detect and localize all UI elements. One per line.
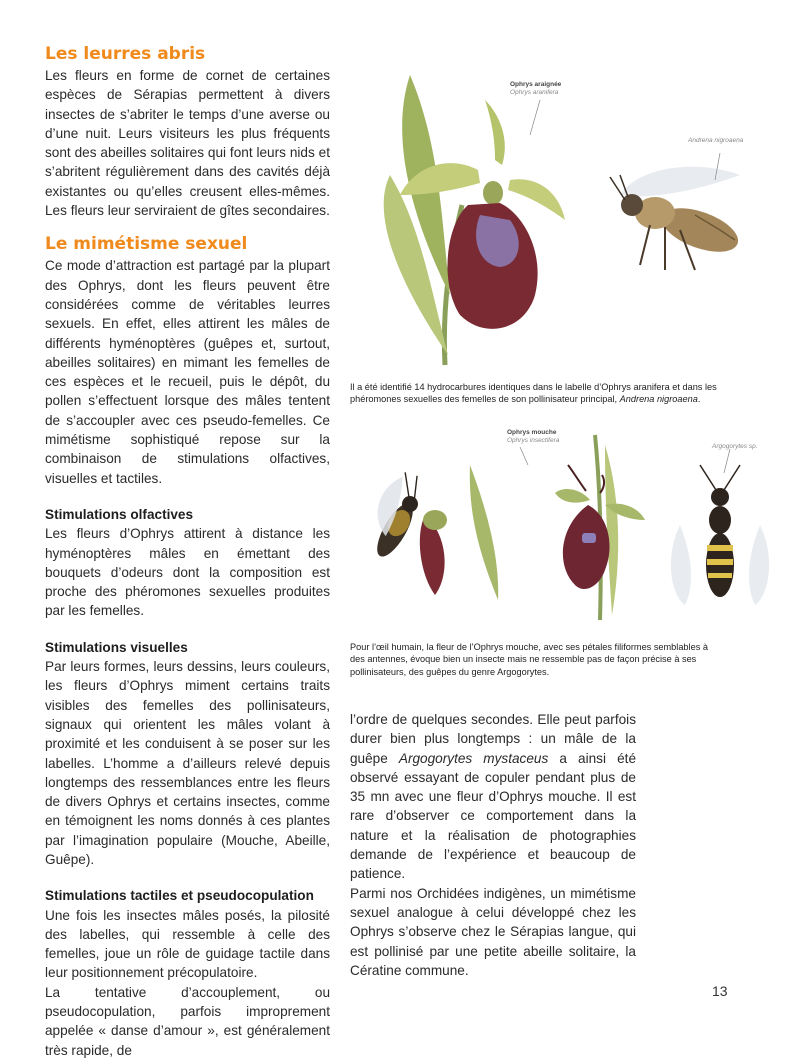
label-plant-latin-2: Ophrys insectifera bbox=[507, 437, 560, 444]
subheading-tactiles: Stimulations tactiles et pseudocopulation bbox=[45, 888, 314, 904]
subheading-visuelles: Stimulations visuelles bbox=[45, 639, 188, 655]
heading-leurres-abris: Les leurres abris bbox=[45, 44, 206, 64]
subheading-olfactives: Stimulations olfactives bbox=[45, 506, 194, 522]
label-plant-latin: Ophrys aranifera bbox=[510, 89, 559, 96]
label-insect-name-2: Argogorytes sp. bbox=[712, 443, 758, 450]
label-plant-name: Ophrys araignée bbox=[510, 81, 562, 88]
figure-ophrys-araignee bbox=[350, 55, 770, 375]
label-insect-name: Andrena nigroaena bbox=[688, 137, 744, 144]
caption-1-text: Il a été identifié 14 hydrocarbures identiques dans le labelle d’Ophrys aranifera et dans les phéromones sexuelles des femelles de son pollinisateur principal, bbox=[350, 382, 717, 405]
left-column bbox=[45, 44, 330, 1060]
right-column bbox=[350, 710, 636, 980]
paragraph-leurres-abris: Les fleurs en forme de cornet de certaines espèces de Sérapias permettent à divers insectes de s’abriter le temps d’une averse ou d’une nuit. Leurs visiteurs les plus fréquents sont des abeilles solitaires qui font leurs nids et s’abritent régulièrement dans des cavités déjà existantes ou qu’elles creusent elles-mêmes. Les fleurs leur serviraient de gîtes secondaires. bbox=[45, 68, 330, 219]
caption-figure-1 bbox=[350, 381, 750, 406]
label-argogorytes bbox=[712, 443, 758, 451]
paragraph-tactiles-1: Une fois les insectes mâles posés, la pilosité des labelles, qui ressemble à celle des femelles, joue un rôle de guidage tactile dans leur positionnement précopulatoire. bbox=[45, 907, 330, 981]
label-ophrys-mouche bbox=[507, 429, 559, 445]
label-andrena bbox=[688, 137, 743, 145]
illustration-ophrys-mouche bbox=[350, 425, 770, 625]
paragraph-tactiles-2: La tentative d’accouplement, ou pseudocopulation, parfois improprement appelée « danse d’amour », est généralement très rapide, de bbox=[45, 984, 330, 1058]
caption-1-end: . bbox=[697, 394, 701, 405]
paragraph-mimetisme-sexuel: Ce mode d’attraction est partagé par la plupart des Ophrys, dont les fleurs peuvent être considérées comme de véritables leurres sexuels. En effet, elles attirent les mâles de différents hyménoptères (guêpes et, surtout, abeilles solitaires) en mimant les femelles de ces espèces et le recueil, puis le dépôt, du pollen s’effectuent lorsque des mâles tentent de s’accoupler avec ces pseudo-femelles. Ce mimétisme sophistiqué repose sur la combinaison de stimulations olfactives, visuelles et tactiles. bbox=[45, 258, 330, 486]
label-ophrys-araignee bbox=[510, 81, 561, 97]
paragraph-right-1 bbox=[350, 710, 636, 884]
illustration-ophrys-araignee bbox=[350, 55, 770, 375]
page-number: 13 bbox=[712, 983, 728, 999]
species-argogorytes: Argogorytes mystaceus bbox=[398, 750, 549, 766]
caption-1-species: Andrena nigroaena bbox=[619, 394, 698, 405]
figure-ophrys-mouche bbox=[350, 425, 770, 625]
paragraph-right-1a: l’ordre de quelques secondes. Elle peut parfois durer bien plus longtemps : un mâle de la guêpe bbox=[350, 712, 636, 766]
heading-mimetisme-sexuel: Le mimétisme sexuel bbox=[45, 234, 248, 255]
caption-figure-2: Pour l’œil humain, la fleur de l’Ophrys mouche, avec ses pétales filiformes semblables à des antennes, évoque bien un insecte mais ne ressemble pas de façon précise à ses pollinisateurs, des guêpes du genre Argogorytes. bbox=[350, 642, 708, 677]
paragraph-olfactives: Les fleurs d’Ophrys attirent à distance les hyménoptères mâles en émettant des bouquets d’odeurs dont la composition est proche des phéromones sexuelles produites par les femelles. bbox=[45, 526, 330, 619]
paragraph-visuelles: Par leurs formes, leurs dessins, leurs couleurs, les fleurs d’Ophrys miment certains traits visibles des femelles des pollinisateurs, signaux qui orientent les mâles volant à proximité et les conduisent à se poser sur les labelles. L’homme a d’ailleurs relevé depuis longtemps des ressemblances entre les fleurs de divers Ophrys et certains insectes, comme en témoignent les noms donnés à ces plantes par l’imagination populaire (Mouche, Abeille, Guêpe). bbox=[45, 659, 330, 867]
label-plant-name-2: Ophrys mouche bbox=[507, 429, 557, 436]
paragraph-right-1b: a ainsi été observé essayant de copuler pendant plus de 35 mn avec une fleur d’Ophrys mouche. Il est rare d’observer ce comportement dans la nature et la réalisation de photographies demande de l’expérience et beaucoup de patience. bbox=[350, 750, 637, 882]
paragraph-right-2: Parmi nos Orchidées indigènes, un mimétisme sexuel analogue à celui développé chez les Ophrys s’observe chez le Sérapias langue, qui est pollinisé par une petite abeille solitaire, la Cératine commune. bbox=[350, 885, 636, 978]
